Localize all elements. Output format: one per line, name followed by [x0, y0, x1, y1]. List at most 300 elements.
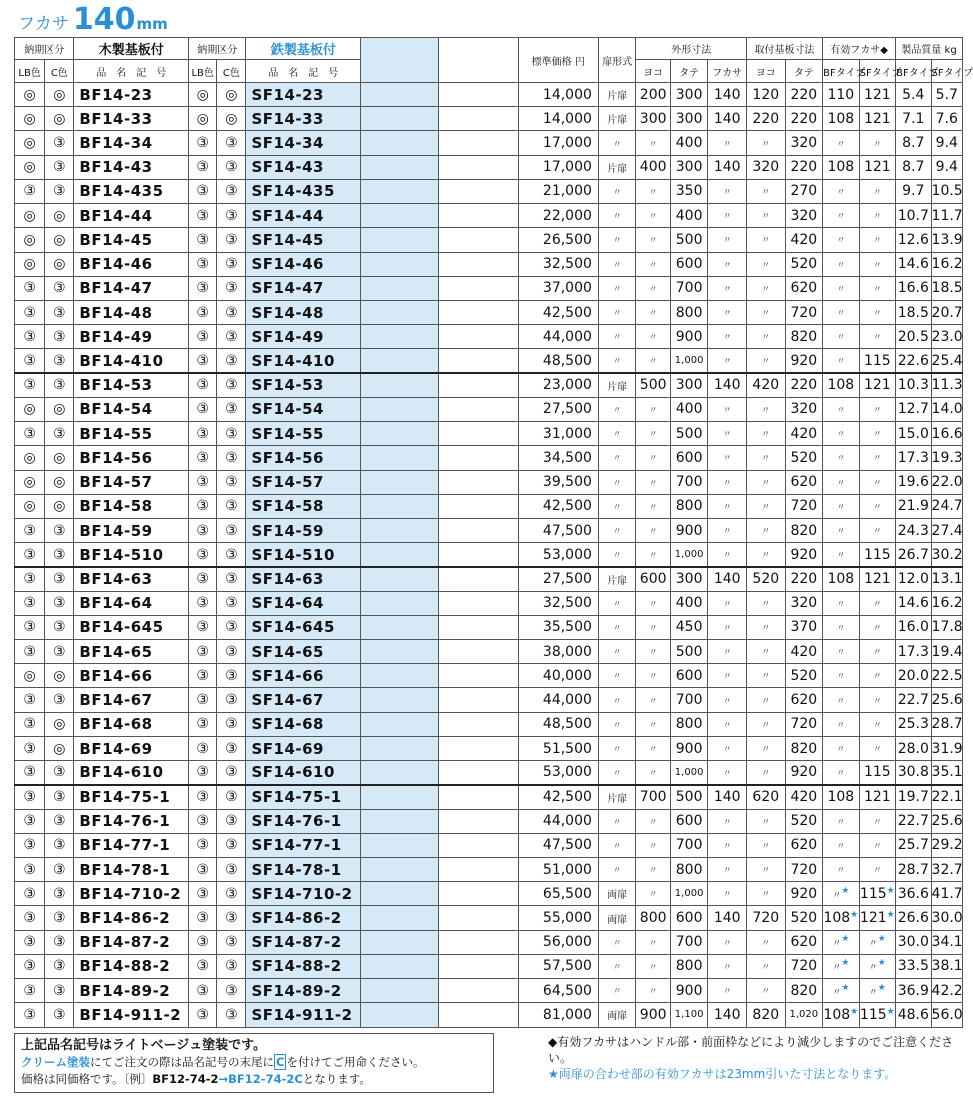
cell-mass-sf: 11.7 — [931, 204, 962, 228]
cell-price: 17,000 — [518, 155, 598, 179]
cell-price: 27,500 — [518, 567, 598, 591]
cell-lb-steel: ③ — [189, 228, 217, 252]
cell-mount-h: 520 — [785, 446, 823, 470]
cell-mass-bf: 25.7 — [896, 833, 931, 857]
cell-wood-code: BF14-88-2 — [74, 954, 189, 978]
cell-outer-w: 〃 — [636, 664, 670, 688]
cell-mount-w: 720 — [747, 906, 786, 930]
cell-door-type: 〃 — [598, 930, 636, 954]
cell-wood-code: BF14-87-2 — [74, 930, 189, 954]
cell-mount-h: 720 — [785, 712, 823, 736]
cell-outer-w: 800 — [636, 906, 670, 930]
cell-lb-steel: ③ — [189, 155, 217, 179]
cell-outer-d: 〃 — [708, 179, 747, 203]
cell-door-type: 〃 — [598, 640, 636, 664]
cell-c-wood: ③ — [45, 567, 74, 591]
cell-price: 56,000 — [518, 930, 598, 954]
cell-outer-h: 500 — [670, 640, 708, 664]
header-nouki-steel: 納期区分 — [189, 38, 246, 60]
cell-c-wood: ③ — [45, 954, 74, 978]
cell-mount-w: 620 — [747, 785, 786, 809]
table-row — [15, 979, 963, 1003]
cell-blank — [361, 300, 439, 324]
cell-c-wood: ③ — [45, 833, 74, 857]
cell-outer-w: 〃 — [636, 615, 670, 639]
cell-lb-steel: ③ — [189, 833, 217, 857]
cell-steel-code: SF14-435 — [246, 179, 361, 203]
cell-steel-code: SF14-58 — [246, 494, 361, 518]
cell-steel-code: SF14-64 — [246, 591, 361, 615]
cell-price: 27,500 — [518, 397, 598, 421]
cell-lb-steel: ③ — [189, 736, 217, 760]
eff-value: 〃 — [832, 939, 842, 950]
cell-outer-d: 〃 — [708, 954, 747, 978]
cell-price: 53,000 — [518, 761, 598, 785]
cell-eff-bf: 108 — [823, 155, 859, 179]
cell-mount-h: 820 — [785, 736, 823, 760]
cell-blank — [439, 349, 518, 373]
cell-eff-bf: 〃 — [823, 397, 859, 421]
header-c: C色 — [217, 60, 246, 83]
cell-mount-w: 〃 — [747, 276, 786, 300]
eff-value: 108 — [823, 910, 851, 927]
cell-mount-h: 720 — [785, 300, 823, 324]
cell-c-steel: ③ — [217, 712, 246, 736]
cell-eff-bf: 〃 — [823, 446, 859, 470]
cell-eff-sf: 〃 — [859, 276, 895, 300]
cell-mass-bf: 18.5 — [896, 300, 931, 324]
cell-mass-sf: 9.4 — [931, 131, 962, 155]
cell-lb-steel: ③ — [189, 930, 217, 954]
header-lb: LB色 — [189, 60, 217, 83]
cell-mass-sf: 28.7 — [931, 712, 962, 736]
cell-price: 38,000 — [518, 640, 598, 664]
cell-mass-bf: 14.6 — [896, 591, 931, 615]
cell-mass-sf: 18.5 — [931, 276, 962, 300]
cell-mount-h: 720 — [785, 954, 823, 978]
table-row — [15, 809, 963, 833]
cell-outer-h: 700 — [670, 276, 708, 300]
cell-c-steel: ③ — [217, 252, 246, 276]
cell-mass-bf: 8.7 — [896, 155, 931, 179]
table-row — [15, 204, 963, 228]
cell-steel-code: SF14-65 — [246, 640, 361, 664]
cell-outer-d: 〃 — [708, 349, 747, 373]
cell-lb-steel: ③ — [189, 470, 217, 494]
cell-mass-sf: 9.4 — [931, 155, 962, 179]
cell-outer-h: 350 — [670, 179, 708, 203]
cell-steel-code: SF14-76-1 — [246, 809, 361, 833]
cell-wood-code: BF14-510 — [74, 543, 189, 567]
cell-mount-w: 〃 — [747, 930, 786, 954]
cell-lb-steel: ③ — [189, 252, 217, 276]
cell-blank — [439, 615, 518, 639]
cell-c-steel: ③ — [217, 131, 246, 155]
cell-lb-wood: ③ — [15, 567, 45, 591]
cell-door-type: 〃 — [598, 979, 636, 1003]
cell-wood-code: BF14-77-1 — [74, 833, 189, 857]
cell-steel-code: SF14-55 — [246, 422, 361, 446]
cell-steel-code: SF14-46 — [246, 252, 361, 276]
cell-mount-h: 820 — [785, 979, 823, 1003]
cell-c-wood: ③ — [45, 543, 74, 567]
cell-blank — [361, 397, 439, 421]
cell-blank — [439, 83, 518, 107]
cell-wood-code: BF14-58 — [74, 494, 189, 518]
cell-c-wood: ③ — [45, 349, 74, 373]
eff-value: 〃 — [868, 987, 878, 998]
cell-wood-code: BF14-46 — [74, 252, 189, 276]
cell-wood-code: BF14-69 — [74, 736, 189, 760]
cell-outer-h: 600 — [670, 252, 708, 276]
cell-blank — [439, 906, 518, 930]
cell-steel-code: SF14-69 — [246, 736, 361, 760]
cell-outer-w: 700 — [636, 785, 670, 809]
cell-outer-w: 〃 — [636, 712, 670, 736]
note-arrow: → — [218, 1072, 229, 1086]
cell-mass-bf: 8.7 — [896, 131, 931, 155]
cell-c-steel: ◎ — [217, 83, 246, 107]
cell-door-type: 両扉 — [598, 882, 636, 906]
cell-steel-code: SF14-710-2 — [246, 882, 361, 906]
cell-mount-h: 620 — [785, 276, 823, 300]
cell-c-wood: ◎ — [45, 736, 74, 760]
cell-wood-code: BF14-645 — [74, 615, 189, 639]
cell-mass-sf: 23.0 — [931, 325, 962, 349]
cell-door-type: 両扉 — [598, 906, 636, 930]
cell-outer-w: 〃 — [636, 736, 670, 760]
footnotes — [548, 1034, 960, 1082]
cell-mount-h: 520 — [785, 809, 823, 833]
cell-lb-wood: ③ — [15, 979, 45, 1003]
cell-eff-sf: 〃 — [859, 858, 895, 882]
cell-mount-h: 820 — [785, 325, 823, 349]
cell-eff-bf — [823, 979, 859, 1003]
cell-lb-wood: ◎ — [15, 470, 45, 494]
cell-c-wood: ③ — [45, 615, 74, 639]
cell-outer-h: 400 — [670, 131, 708, 155]
cell-door-type: 〃 — [598, 761, 636, 785]
cell-eff-bf: 〃 — [823, 736, 859, 760]
cell-eff-sf: 〃 — [859, 664, 895, 688]
cell-price: 57,500 — [518, 954, 598, 978]
cell-outer-d: 〃 — [708, 591, 747, 615]
cell-outer-d: 140 — [708, 83, 747, 107]
note-line-2 — [21, 1054, 487, 1071]
cell-mount-w: 〃 — [747, 397, 786, 421]
cell-lb-steel: ③ — [189, 518, 217, 542]
cell-mass-bf: 19.7 — [896, 785, 931, 809]
cell-blank — [361, 83, 439, 107]
cell-eff-bf: 〃 — [823, 300, 859, 324]
cell-steel-code: SF14-88-2 — [246, 954, 361, 978]
cell-outer-h: 900 — [670, 325, 708, 349]
cell-price: 55,000 — [518, 906, 598, 930]
cell-c-steel: ③ — [217, 930, 246, 954]
note-text-3b: となります。 — [302, 1072, 371, 1086]
cell-c-steel: ③ — [217, 906, 246, 930]
header-lb: LB色 — [15, 60, 45, 83]
cell-eff-bf: 108 — [823, 567, 859, 591]
cell-mount-w: 〃 — [747, 712, 786, 736]
cell-blank — [361, 204, 439, 228]
cell-mass-bf: 12.6 — [896, 228, 931, 252]
cell-c-wood: ③ — [45, 785, 74, 809]
cell-outer-d: 140 — [708, 785, 747, 809]
table-row — [15, 83, 963, 107]
cell-eff-sf — [859, 954, 895, 978]
cell-blank — [361, 276, 439, 300]
cell-c-steel: ◎ — [217, 107, 246, 131]
cell-price: 21,000 — [518, 179, 598, 203]
cell-eff-sf: 〃 — [859, 131, 895, 155]
cell-c-wood: ③ — [45, 1003, 74, 1027]
cell-blank — [361, 252, 439, 276]
cell-wood-code: BF14-89-2 — [74, 979, 189, 1003]
cell-blank — [439, 446, 518, 470]
cell-c-steel: ③ — [217, 785, 246, 809]
cell-steel-code: SF14-48 — [246, 300, 361, 324]
cell-blank — [361, 858, 439, 882]
cell-blank — [439, 107, 518, 131]
cell-blank — [439, 930, 518, 954]
cell-mass-bf: 33.5 — [896, 954, 931, 978]
cell-blank — [361, 979, 439, 1003]
cell-mass-bf: 16.6 — [896, 276, 931, 300]
cell-mass-sf: 30.2 — [931, 543, 962, 567]
cell-mass-bf: 21.9 — [896, 494, 931, 518]
cell-price: 14,000 — [518, 107, 598, 131]
cell-c-wood: ③ — [45, 373, 74, 397]
cell-outer-w: 〃 — [636, 228, 670, 252]
cell-eff-sf — [859, 882, 895, 906]
cell-lb-steel: ③ — [189, 640, 217, 664]
cell-eff-sf: 〃 — [859, 640, 895, 664]
eff-value: 〃 — [868, 939, 878, 950]
cell-price: 42,500 — [518, 300, 598, 324]
cell-blank — [361, 494, 439, 518]
cell-blank — [439, 373, 518, 397]
cell-steel-code: SF14-645 — [246, 615, 361, 639]
cell-wood-code: BF14-56 — [74, 446, 189, 470]
cell-mount-w: 〃 — [747, 446, 786, 470]
cell-outer-d: 〃 — [708, 276, 747, 300]
cell-blank — [361, 688, 439, 712]
cell-steel-code: SF14-56 — [246, 446, 361, 470]
cell-eff-sf: 121 — [859, 373, 895, 397]
table-row — [15, 276, 963, 300]
cell-steel-code: SF14-43 — [246, 155, 361, 179]
cell-lb-wood: ◎ — [15, 397, 45, 421]
cell-mass-sf: 35.1 — [931, 761, 962, 785]
cell-mass-sf: 30.0 — [931, 906, 962, 930]
cell-lb-wood: ③ — [15, 954, 45, 978]
cell-price: 22,000 — [518, 204, 598, 228]
cell-mass-sf: 16.2 — [931, 591, 962, 615]
cell-blank — [361, 518, 439, 542]
cell-lb-wood: ③ — [15, 591, 45, 615]
header-door: 扉形式 — [598, 38, 636, 83]
cell-mass-sf: 11.3 — [931, 373, 962, 397]
cell-outer-w: 〃 — [636, 276, 670, 300]
cell-wood-code: BF14-57 — [74, 470, 189, 494]
cell-lb-wood: ③ — [15, 640, 45, 664]
cell-lb-wood: ③ — [15, 349, 45, 373]
cell-lb-wood: ◎ — [15, 107, 45, 131]
cell-outer-w: 〃 — [636, 422, 670, 446]
cell-eff-bf: 110 — [823, 83, 859, 107]
cell-outer-w: 〃 — [636, 179, 670, 203]
cell-door-type: 〃 — [598, 543, 636, 567]
cell-steel-code: SF14-45 — [246, 228, 361, 252]
cell-mount-w: 〃 — [747, 300, 786, 324]
cell-outer-h: 800 — [670, 300, 708, 324]
header-bf: BFタイプ — [823, 60, 859, 83]
cell-eff-sf — [859, 930, 895, 954]
paint-note — [14, 1033, 494, 1093]
cell-eff-bf: 〃 — [823, 494, 859, 518]
cell-wood-code: BF14-78-1 — [74, 858, 189, 882]
cell-lb-wood: ③ — [15, 276, 45, 300]
header-yoko: ヨコ — [636, 60, 670, 83]
cell-mass-sf: 19.4 — [931, 640, 962, 664]
cell-eff-sf: 〃 — [859, 397, 895, 421]
header-hinmei: 品 名 記 号 — [246, 60, 361, 83]
cell-mass-sf: 16.6 — [931, 422, 962, 446]
cell-outer-w: 〃 — [636, 954, 670, 978]
header-tate: タテ — [670, 60, 708, 83]
cell-mount-h: 220 — [785, 155, 823, 179]
cell-outer-h: 800 — [670, 858, 708, 882]
cell-outer-w: 〃 — [636, 446, 670, 470]
cell-mass-bf: 12.7 — [896, 397, 931, 421]
cell-eff-sf: 〃 — [859, 325, 895, 349]
cell-blank — [439, 470, 518, 494]
cell-mass-bf: 10.7 — [896, 204, 931, 228]
table-row — [15, 518, 963, 542]
cell-outer-d: 〃 — [708, 833, 747, 857]
cell-outer-h: 700 — [670, 930, 708, 954]
cell-outer-h: 400 — [670, 204, 708, 228]
cell-mass-bf: 14.6 — [896, 252, 931, 276]
cell-outer-d: 140 — [708, 906, 747, 930]
cell-mount-h: 620 — [785, 470, 823, 494]
cell-price: 39,500 — [518, 470, 598, 494]
cell-mass-sf: 25.4 — [931, 349, 962, 373]
cell-mass-bf: 26.7 — [896, 543, 931, 567]
cell-outer-d: 〃 — [708, 809, 747, 833]
cell-outer-d: 〃 — [708, 470, 747, 494]
cell-blank — [361, 761, 439, 785]
cell-door-type: 〃 — [598, 131, 636, 155]
cell-outer-w: 〃 — [636, 833, 670, 857]
cell-mass-bf: 36.9 — [896, 979, 931, 1003]
cell-price: 14,000 — [518, 83, 598, 107]
cell-eff-sf: 〃 — [859, 736, 895, 760]
cell-eff-sf — [859, 1003, 895, 1027]
cell-mount-h: 220 — [785, 83, 823, 107]
eff-value: 〃 — [832, 890, 842, 901]
cell-c-steel: ③ — [217, 809, 246, 833]
cell-outer-w: 〃 — [636, 688, 670, 712]
cell-blank — [439, 833, 518, 857]
cell-price: 47,500 — [518, 518, 598, 542]
cell-mass-sf: 19.3 — [931, 446, 962, 470]
cell-mount-w: 420 — [747, 373, 786, 397]
cell-outer-d: 140 — [708, 155, 747, 179]
cell-eff-sf: 121 — [859, 567, 895, 591]
cell-steel-code: SF14-33 — [246, 107, 361, 131]
cell-lb-steel: ③ — [189, 858, 217, 882]
cell-outer-w: 〃 — [636, 809, 670, 833]
cell-lb-wood: ◎ — [15, 494, 45, 518]
cell-price: 26,500 — [518, 228, 598, 252]
page-title — [18, 2, 168, 36]
note-text-3a: 価格は同価格です。〔例〕 — [21, 1072, 153, 1086]
cell-c-wood: ◎ — [45, 470, 74, 494]
cell-eff-bf: 〃 — [823, 422, 859, 446]
cell-mount-w: 〃 — [747, 882, 786, 906]
cell-outer-d: 〃 — [708, 397, 747, 421]
header-mount: 取付基板寸法 — [747, 38, 823, 60]
cell-lb-steel: ③ — [189, 300, 217, 324]
table-row — [15, 688, 963, 712]
cell-blank — [361, 107, 439, 131]
eff-value: 〃 — [832, 987, 842, 998]
cell-outer-h: 900 — [670, 979, 708, 1003]
cell-lb-steel: ③ — [189, 591, 217, 615]
table-row — [15, 906, 963, 930]
cell-mass-sf: 22.0 — [931, 470, 962, 494]
cell-mount-h: 220 — [785, 107, 823, 131]
cell-door-type: 片扉 — [598, 373, 636, 397]
cell-mass-bf: 28.7 — [896, 858, 931, 882]
cell-price: 51,500 — [518, 736, 598, 760]
note-cream: クリーム塗装 — [21, 1055, 90, 1069]
cell-wood-code: BF14-63 — [74, 567, 189, 591]
cell-c-steel: ③ — [217, 761, 246, 785]
cell-mass-bf: 20.5 — [896, 325, 931, 349]
cell-wood-code: BF14-59 — [74, 518, 189, 542]
cell-wood-code: BF14-610 — [74, 761, 189, 785]
cell-c-steel: ③ — [217, 470, 246, 494]
cell-c-steel: ③ — [217, 979, 246, 1003]
cell-mass-sf: 56.0 — [931, 1003, 962, 1027]
cell-door-type: 両扉 — [598, 1003, 636, 1027]
cell-outer-h: 450 — [670, 615, 708, 639]
cell-c-wood: ③ — [45, 179, 74, 203]
cell-c-wood: ③ — [45, 688, 74, 712]
cell-eff-sf: 〃 — [859, 494, 895, 518]
cell-mount-h: 420 — [785, 422, 823, 446]
cell-blank — [439, 494, 518, 518]
table-row — [15, 882, 963, 906]
cell-mount-h: 420 — [785, 785, 823, 809]
cell-c-steel: ③ — [217, 349, 246, 373]
table-row — [15, 470, 963, 494]
cell-eff-sf: 〃 — [859, 422, 895, 446]
cell-lb-wood: ③ — [15, 688, 45, 712]
cell-price: 44,000 — [518, 325, 598, 349]
cell-mass-bf: 24.3 — [896, 518, 931, 542]
cell-outer-d: 〃 — [708, 858, 747, 882]
star-icon: ★ — [841, 885, 850, 896]
cell-mount-h: 720 — [785, 858, 823, 882]
cell-blank — [439, 736, 518, 760]
eff-value: 〃 — [868, 963, 878, 974]
cell-outer-d: 〃 — [708, 930, 747, 954]
cell-outer-d: 〃 — [708, 325, 747, 349]
